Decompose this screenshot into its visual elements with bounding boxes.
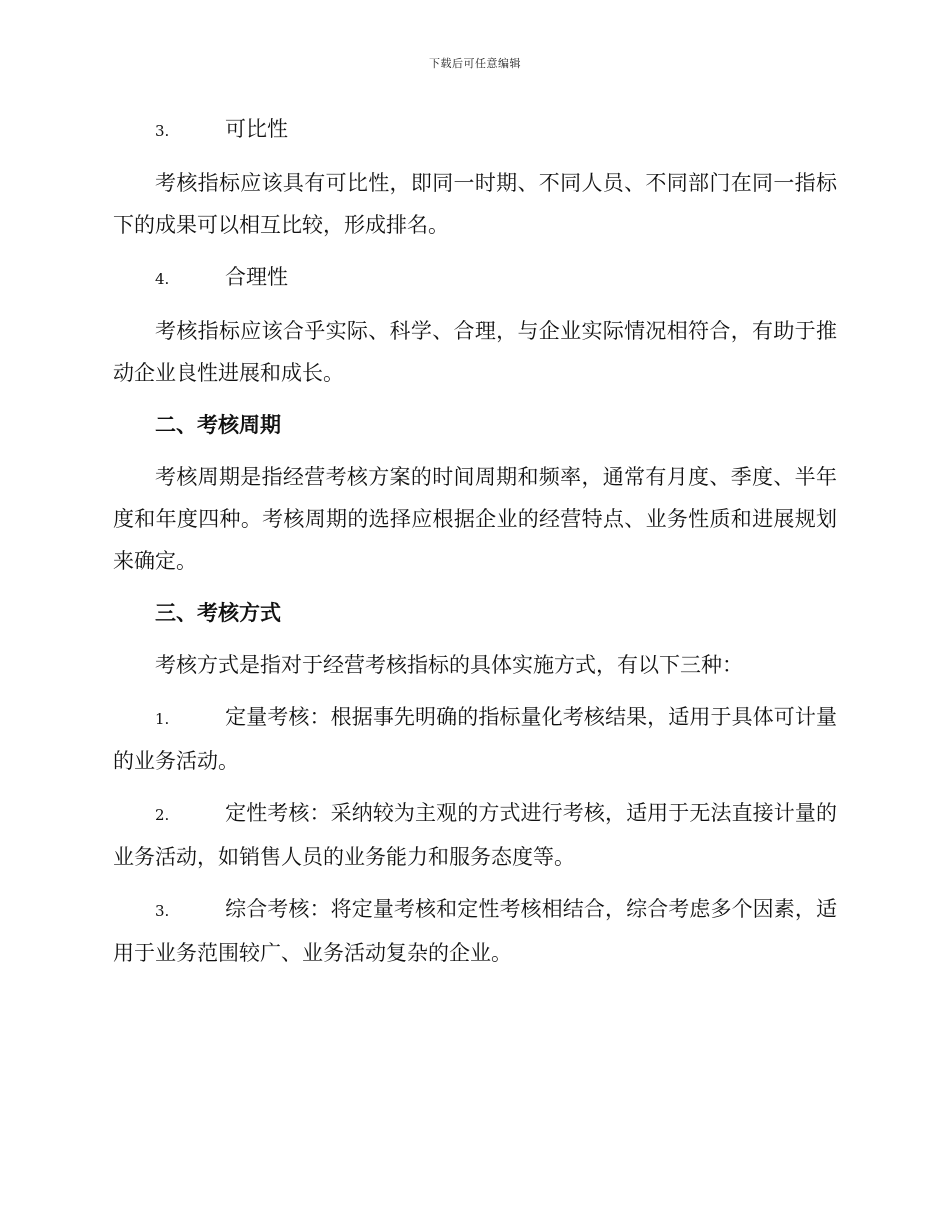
paragraph-reasonable: 考核指标应该合乎实际、科学、合理，与企业实际情况相符合，有助于推动企业良性进展和成长。 [113,319,837,385]
list-number: 2. [155,806,170,824]
list-number: 3. [155,902,170,920]
document-body [113,108,837,984]
list-number: 1. [155,710,170,728]
section-heading-cycle: 二、考核周期 [155,412,281,437]
method-item-comprehensive [113,888,837,974]
page-header: 下载后可任意编辑 [429,57,521,70]
list-item-text: 综合考核：将定量考核和定性考核相结合，综合考虑多个因素，适用于业务范围较广、业务活动复杂的企业。 [113,897,837,965]
paragraph-method: 考核方式是指对于经营考核指标的具体实施方式，有以下三种： [155,653,743,677]
paragraph-comparable: 考核指标应该具有可比性，即同一时期、不同人员、不同部门在同一指标下的成果可以相互比较，形成排名。 [113,171,837,237]
method-item-quantitative [113,696,837,782]
list-item-text: 定性考核：采纳较为主观的方式进行考核，适用于无法直接计量的业务活动，如销售人员的业务能力和服务态度等。 [113,801,837,869]
paragraph-cycle: 考核周期是指经营考核方案的时间周期和频率，通常有月度、季度、半年度和年度四种。考核周期的选择应根据企业的经营特点、业务性质和进展规划来确定。 [113,465,837,573]
list-item-text: 可比性 [225,117,288,141]
list-item-text: 定量考核：根据事先明确的指标量化考核结果，适用于具体可计量的业务活动。 [113,705,837,773]
list-number: 4. [155,270,170,288]
list-item-reasonable [113,256,837,300]
list-item-text: 合理性 [225,265,288,289]
list-item-comparable [113,108,837,152]
method-item-qualitative [113,792,837,878]
list-number: 3. [155,122,170,140]
section-heading-method: 三、考核方式 [155,600,281,625]
